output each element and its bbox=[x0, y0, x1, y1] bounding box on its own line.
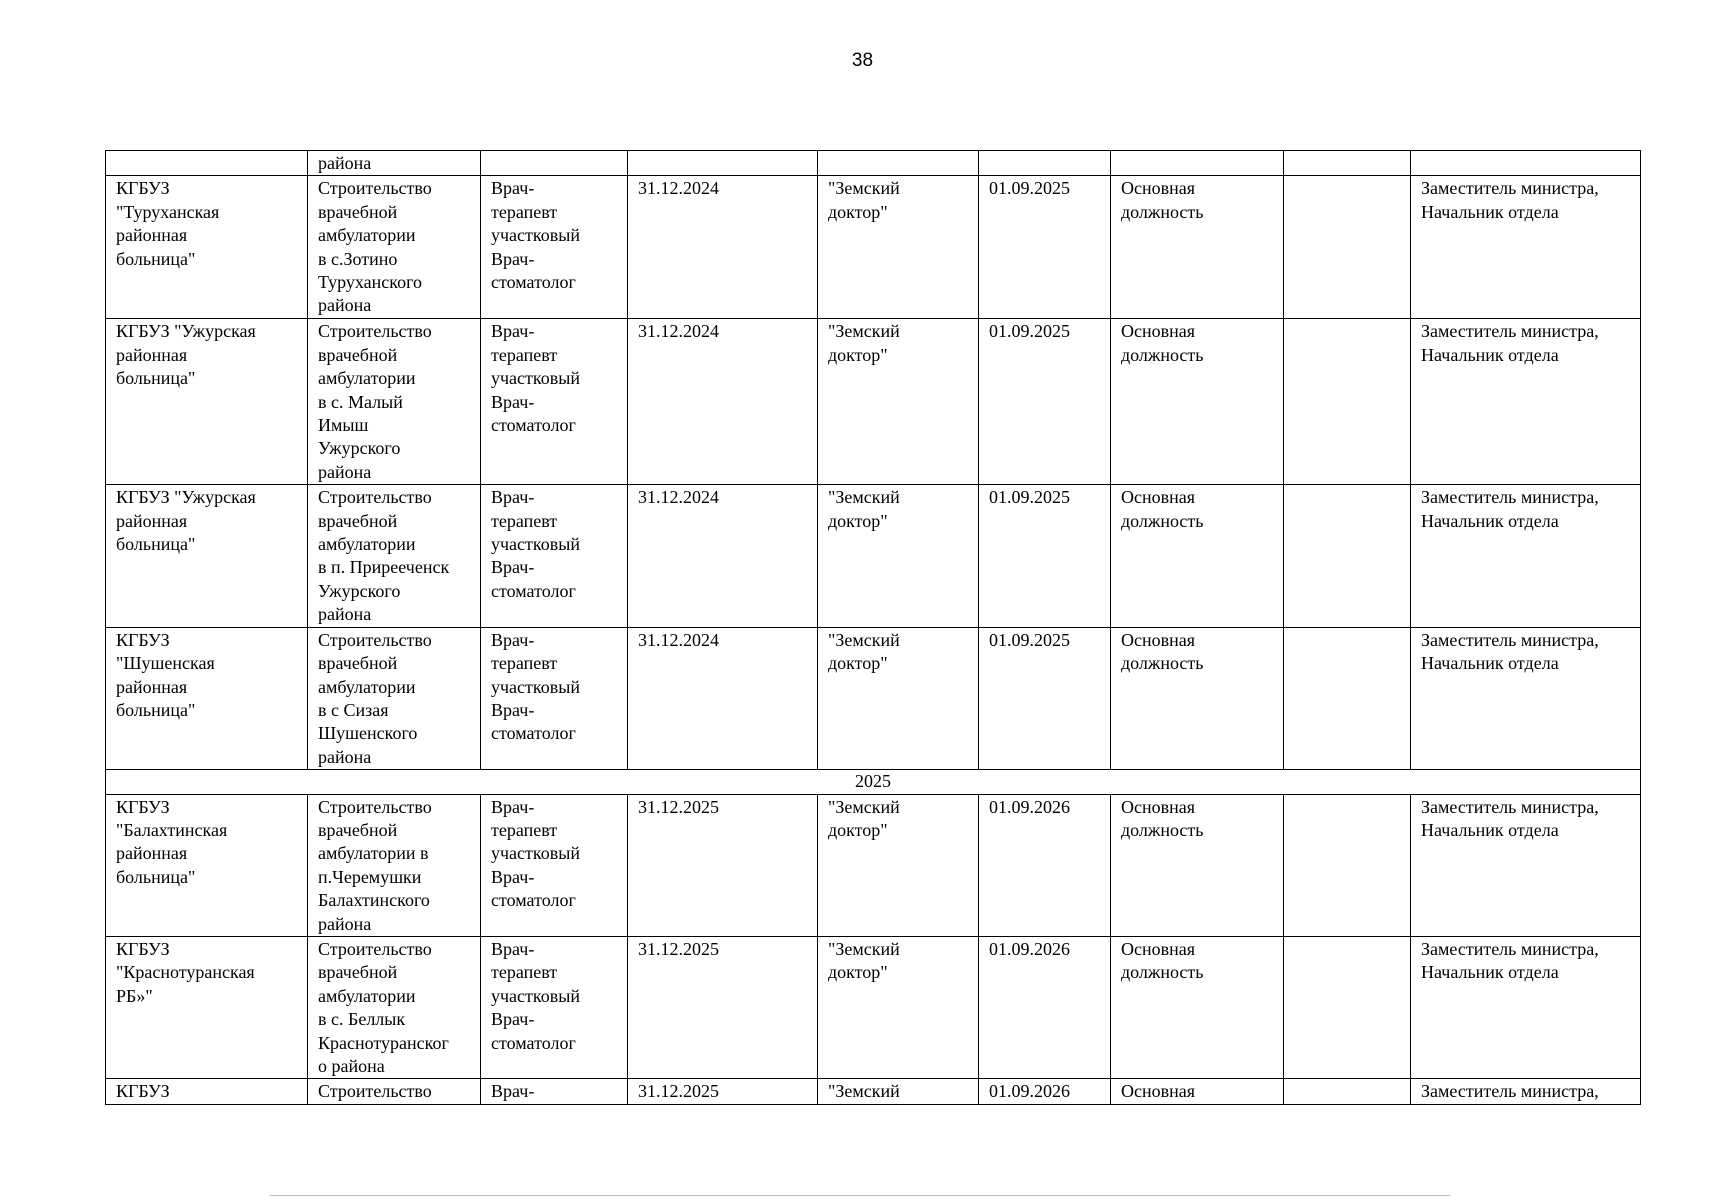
cell-position: Врач- терапевт участковый Врач- стоматолог bbox=[481, 176, 628, 319]
cell-program: "Земский доктор" bbox=[818, 176, 979, 319]
cell-post-type: Основная должность bbox=[1111, 485, 1284, 627]
cell-post-type: Основная должность bbox=[1111, 627, 1284, 769]
cell-institution bbox=[106, 151, 308, 176]
cell-project: Строительство врачебной амбулатории в с Сизая Шушенского района bbox=[308, 627, 481, 769]
cell-date: 31.12.2024 bbox=[628, 319, 818, 485]
cell-project: Строительство врачебной амбулатории в с.Зотино Туруханского района bbox=[308, 176, 481, 319]
cell-program: "Земский доктор" bbox=[818, 485, 979, 627]
cell-institution: КГБУЗ bbox=[106, 1079, 308, 1104]
cell-institution: КГБУЗ "Балахтинская районная больница" bbox=[106, 794, 308, 936]
cell-institution: КГБУЗ "Шушенская районная больница" bbox=[106, 627, 308, 769]
cell-project: Строительство врачебной амбулатории в п. Прирееченск Ужурского района bbox=[308, 485, 481, 627]
cell-position: Врач- терапевт участковый Врач- стоматолог bbox=[481, 627, 628, 769]
cell-start-date: 01.09.2026 bbox=[979, 936, 1111, 1078]
cell-date: 31.12.2024 bbox=[628, 176, 818, 319]
cell-start-date bbox=[979, 151, 1111, 176]
table-row bbox=[106, 794, 1641, 936]
cell-start-date: 01.09.2025 bbox=[979, 485, 1111, 627]
cell-responsible: Заместитель министра, Начальник отдела bbox=[1411, 936, 1641, 1078]
year-separator-row bbox=[106, 770, 1641, 794]
cell-post-type bbox=[1111, 151, 1284, 176]
cell-program: "Земский доктор" bbox=[818, 936, 979, 1078]
cell-program: "Земский доктор" bbox=[818, 627, 979, 769]
cell-responsible: Заместитель министра, Начальник отдела bbox=[1411, 794, 1641, 936]
cell-program: "Земский доктор" bbox=[818, 319, 979, 485]
cell-position: Врач- bbox=[481, 1079, 628, 1104]
table-row bbox=[106, 1079, 1641, 1104]
cell-institution: КГБУЗ "Туруханская районная больница" bbox=[106, 176, 308, 319]
cell-project: Строительство врачебной амбулатории в с. Беллык Краснотуранског о района bbox=[308, 936, 481, 1078]
cell-responsible: Заместитель министра, Начальник отдела bbox=[1411, 627, 1641, 769]
table-row-continuation bbox=[106, 151, 1641, 176]
table-row bbox=[106, 936, 1641, 1078]
cell-extra bbox=[1284, 627, 1411, 769]
cell-responsible: Заместитель министра, Начальник отдела bbox=[1411, 176, 1641, 319]
scan-edge-line bbox=[270, 1195, 1450, 1196]
cell-responsible: Заместитель министра, Начальник отдела bbox=[1411, 319, 1641, 485]
cell-post-type: Основная должность bbox=[1111, 936, 1284, 1078]
cell-post-type: Основная должность bbox=[1111, 319, 1284, 485]
cell-project: Строительство врачебной амбулатории в п.Черемушки Балахтинского района bbox=[308, 794, 481, 936]
cell-position: Врач- терапевт участковый Врач- стоматолог bbox=[481, 319, 628, 485]
cell-extra bbox=[1284, 319, 1411, 485]
cell-start-date: 01.09.2025 bbox=[979, 627, 1111, 769]
cell-position bbox=[481, 151, 628, 176]
cell-position: Врач- терапевт участковый Врач- стоматолог bbox=[481, 794, 628, 936]
cell-extra bbox=[1284, 936, 1411, 1078]
table-row bbox=[106, 176, 1641, 319]
cell-project: района bbox=[308, 151, 481, 176]
cell-institution: КГБУЗ "Ужурская районная больница" bbox=[106, 319, 308, 485]
cell-date: 31.12.2024 bbox=[628, 627, 818, 769]
cell-position: Врач- терапевт участковый Врач- стоматолог bbox=[481, 936, 628, 1078]
cell-extra bbox=[1284, 794, 1411, 936]
cell-position: Врач- терапевт участковый Врач- стоматолог bbox=[481, 485, 628, 627]
page-number: 38 bbox=[851, 50, 874, 71]
cell-extra bbox=[1284, 1079, 1411, 1104]
year-label: 2025 bbox=[106, 770, 1641, 794]
table-row bbox=[106, 319, 1641, 485]
cell-start-date: 01.09.2026 bbox=[979, 794, 1111, 936]
cell-date: 31.12.2025 bbox=[628, 794, 818, 936]
cell-start-date: 01.09.2025 bbox=[979, 319, 1111, 485]
cell-project: Строительство bbox=[308, 1079, 481, 1104]
cell-start-date: 01.09.2026 bbox=[979, 1079, 1111, 1104]
cell-program bbox=[818, 151, 979, 176]
program-table bbox=[105, 150, 1641, 1105]
table-row bbox=[106, 485, 1641, 627]
cell-responsible: Заместитель министра, bbox=[1411, 1079, 1641, 1104]
table-row bbox=[106, 627, 1641, 769]
cell-institution: КГБУЗ "Краснотуранская РБ»" bbox=[106, 936, 308, 1078]
cell-start-date: 01.09.2025 bbox=[979, 176, 1111, 319]
cell-date bbox=[628, 151, 818, 176]
cell-program: "Земский доктор" bbox=[818, 794, 979, 936]
cell-post-type: Основная должность bbox=[1111, 794, 1284, 936]
cell-post-type: Основная bbox=[1111, 1079, 1284, 1104]
cell-date: 31.12.2025 bbox=[628, 1079, 818, 1104]
cell-date: 31.12.2024 bbox=[628, 485, 818, 627]
cell-institution: КГБУЗ "Ужурская районная больница" bbox=[106, 485, 308, 627]
cell-responsible bbox=[1411, 151, 1641, 176]
cell-project: Строительство врачебной амбулатории в с. Малый Имыш Ужурского района bbox=[308, 319, 481, 485]
cell-extra bbox=[1284, 485, 1411, 627]
cell-program: "Земский bbox=[818, 1079, 979, 1104]
cell-extra bbox=[1284, 176, 1411, 319]
cell-date: 31.12.2025 bbox=[628, 936, 818, 1078]
cell-post-type: Основная должность bbox=[1111, 176, 1284, 319]
cell-extra bbox=[1284, 151, 1411, 176]
cell-responsible: Заместитель министра, Начальник отдела bbox=[1411, 485, 1641, 627]
